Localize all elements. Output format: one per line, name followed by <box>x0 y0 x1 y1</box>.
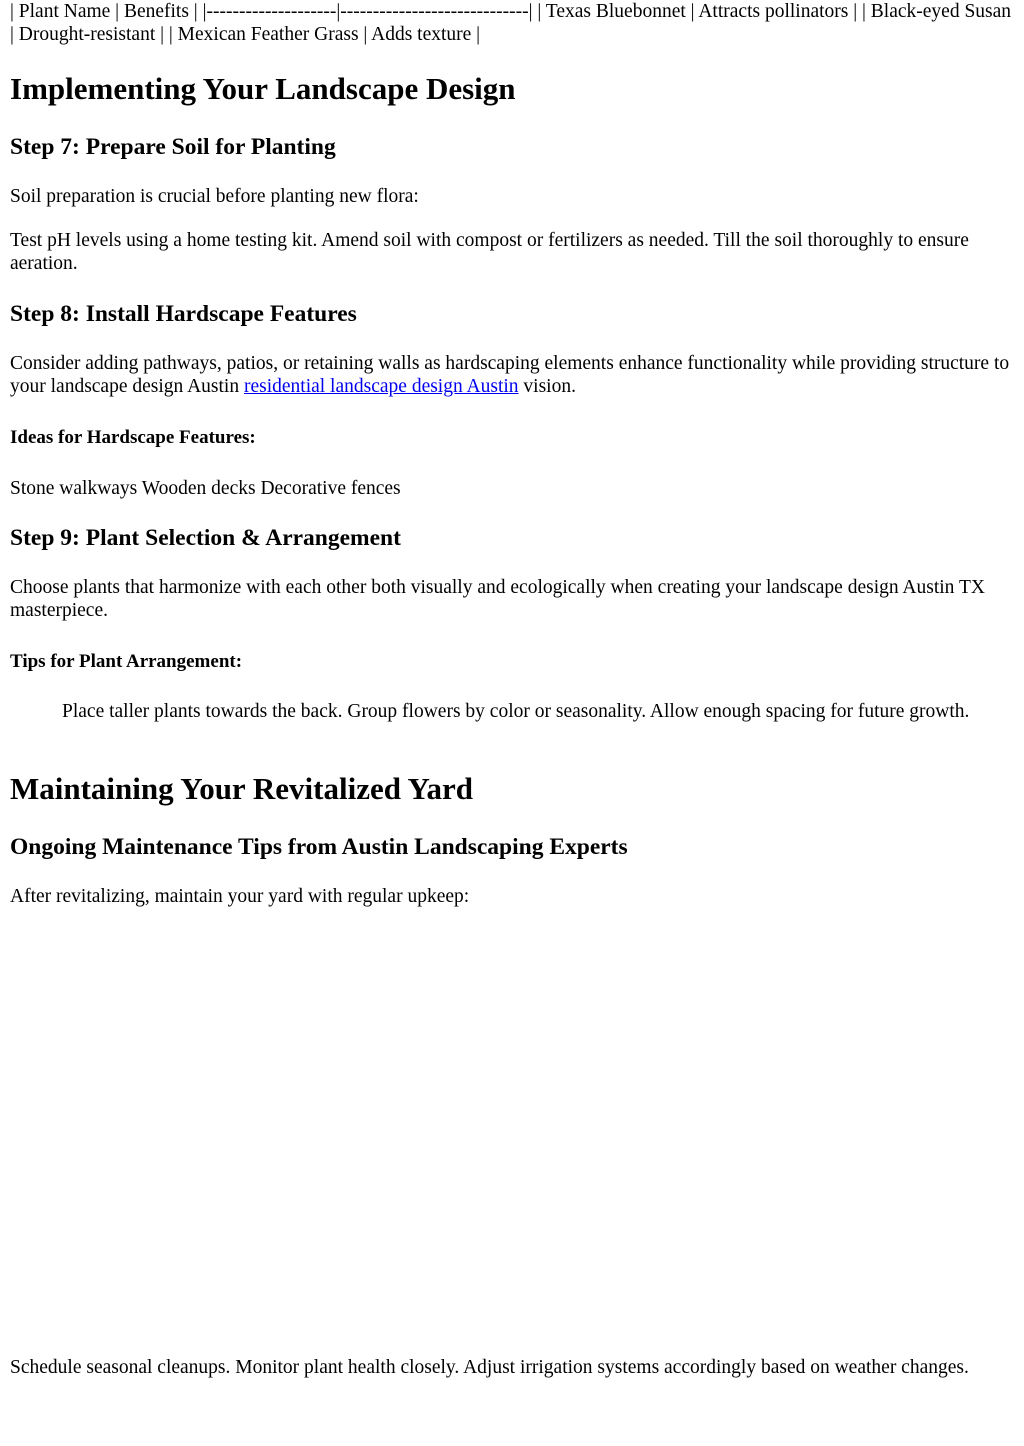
maintenance-intro: After revitalizing, maintain your yard with regular upkeep: <box>10 886 470 907</box>
residential-landscape-design-link[interactable]: residential landscape design Austin <box>243 376 519 397</box>
step8-text-after-link: vision. <box>518 376 576 397</box>
hardscape-ideas-text: Stone walkways Wooden decks Decorative fences <box>10 478 401 499</box>
step9-heading: Step 9: Plant Selection & Arrangement <box>10 525 401 551</box>
plant-arrangement-tips-text: Place taller plants towards the back. Group flowers by color or seasonality. Allow enough spacing for future growth. <box>62 701 970 722</box>
maintenance-subheading: Ongoing Maintenance Tips from Austin Landscaping Experts <box>10 834 628 860</box>
plant-arrangement-tips-heading: Tips for Plant Arrangement: <box>10 651 243 672</box>
hardscape-ideas-heading: Ideas for Hardscape Features: <box>10 427 256 448</box>
step8-paragraph <box>10 352 1014 398</box>
step7-intro: Soil preparation is crucial before planting new flora: <box>10 186 419 207</box>
step8-heading: Step 8: Install Hardscape Features <box>10 301 357 327</box>
step9-text: Choose plants that harmonize with each other both visually and ecologically when creating your landscape design Austin TX masterpiece. <box>10 577 985 621</box>
step7-heading: Step 7: Prepare Soil for Planting <box>10 134 336 160</box>
section-title-implementing: Implementing Your Landscape Design <box>10 71 516 106</box>
blank-media-area <box>10 920 1014 1350</box>
step8-text-before-link: Consider adding pathways, patios, or retaining walls as hardscaping elements enhance functionality while providing structure to your landscape design Austin <box>10 353 1010 397</box>
maintenance-tips-text: Schedule seasonal cleanups. Monitor plant health closely. Adjust irrigation systems accordingly based on weather changes. <box>10 1357 969 1378</box>
section-title-maintaining: Maintaining Your Revitalized Yard <box>10 771 474 806</box>
plant-table-text: | Plant Name | Benefits | |--------------------|-----------------------------| | Texas Bluebonnet | Attracts pollinators | | Black-eyed Susan | Drought-resistant | | Mexican Feather Grass | Adds texture | <box>10 1 1012 45</box>
step7-details: Test pH levels using a home testing kit. Amend soil with compost or fertilizers as needed. Till the soil thoroughly to ensure aeration. <box>10 230 969 274</box>
